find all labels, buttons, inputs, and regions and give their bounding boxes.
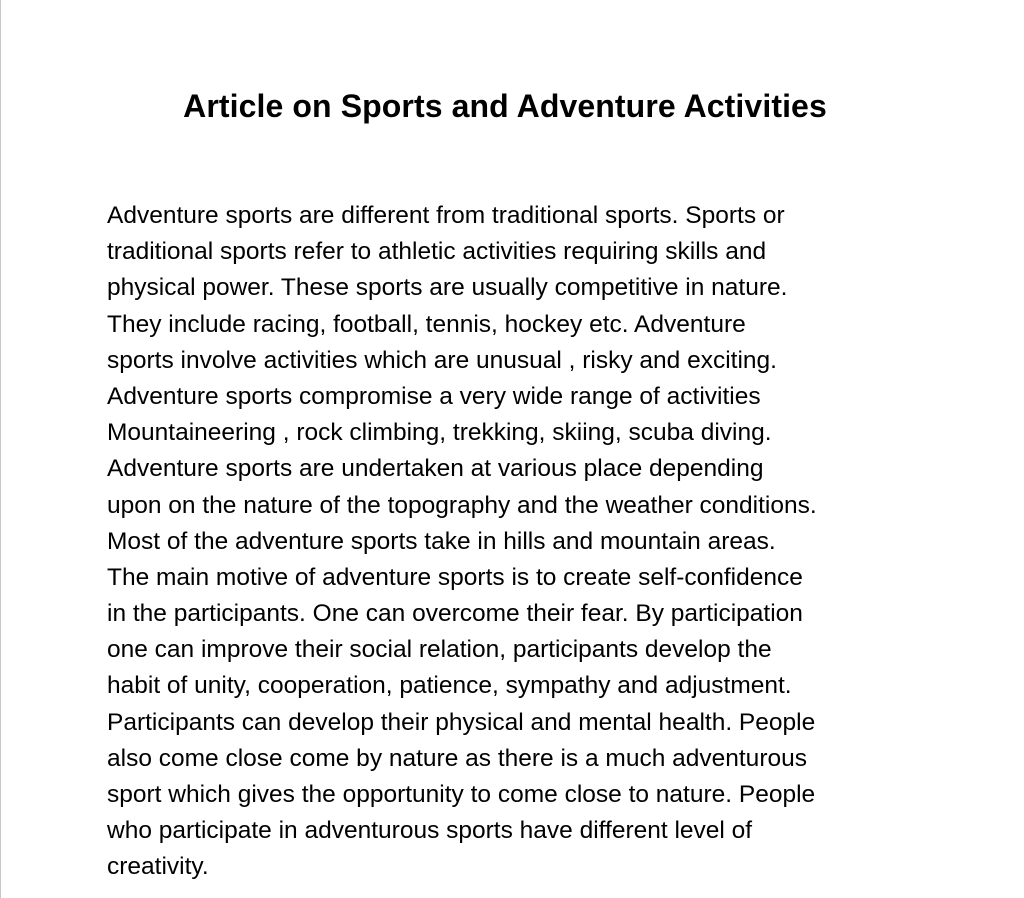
text-line: also come close come by nature as there is a much adventurous [107, 744, 807, 772]
text-line: They include racing, football, tennis, hockey etc. Adventure [107, 310, 746, 338]
text-line: sport which gives the opportunity to come close to nature. People [107, 781, 816, 808]
text-line: creativity. [107, 853, 209, 881]
text-line: Mountaineering , rock climbing, trekking, skiing, scuba diving. [107, 419, 772, 447]
text-line: The main motive of adventure sports is to create self-confidence [107, 563, 803, 591]
text-line: in the participants. One can overcome their fear. By participation [107, 600, 803, 628]
page-left-edge [0, 0, 1, 898]
text-line: Participants can develop their physical and mental health. People [107, 708, 816, 736]
text-line: one can improve their social relation, participants develop the [107, 636, 772, 664]
text-line: Most of the adventure sports take in hills and mountain areas. [107, 527, 776, 555]
text-line: habit of unity, cooperation, patience, sympathy and adjustment. [107, 672, 792, 700]
text-line: upon on the nature of the topography and the weather conditions. [107, 491, 817, 519]
document-title: Article on Sports and Adventure Activities [183, 88, 827, 124]
text-line: who participate in adventurous sports have different level of [107, 817, 753, 845]
text-line: Adventure sports are undertaken at various place depending [107, 455, 764, 483]
text-line: traditional sports refer to athletic activities requiring skills and [107, 238, 767, 266]
text-line: Adventure sports are different from traditional sports. Sports or [107, 202, 785, 229]
text-line: sports involve activities which are unusual , risky and exciting. [107, 346, 777, 374]
text-line: Adventure sports compromise a very wide range of activities [107, 382, 761, 410]
text-line: physical power. These sports are usually competitive in nature. [107, 274, 788, 302]
article-body [107, 198, 1007, 886]
